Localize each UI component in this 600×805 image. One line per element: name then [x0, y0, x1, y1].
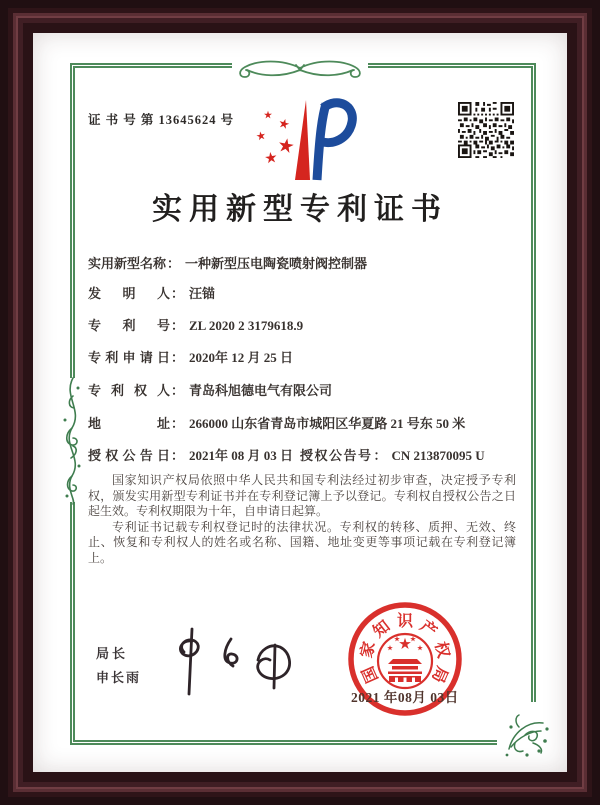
- seal-char: 权: [431, 640, 452, 660]
- field-inventor: [88, 283, 215, 302]
- director-name: 申长雨: [96, 670, 142, 685]
- field-label: 专 利 号: [88, 318, 170, 333]
- seal-char: 产: [416, 617, 440, 642]
- field-value: 2020年 12 月 25 日: [189, 350, 294, 365]
- certificate-number: 证 书 号 第 13645624 号: [88, 113, 235, 127]
- qr-code: [458, 102, 514, 158]
- field-patentee: [88, 380, 332, 399]
- floral-corner-ornament-icon: [499, 707, 553, 761]
- field-colon: ：: [167, 256, 181, 271]
- seal-char: 局: [428, 663, 451, 686]
- seal-char: 家: [358, 640, 379, 660]
- certificate-title: 实用新型专利证书: [152, 193, 448, 226]
- field-value: ZL 2020 2 3179618.9: [189, 318, 304, 333]
- legal-paragraph-1: 国家知识产权局依照中华人民共和国专利法经过初步审查，决定授予专利权，颁发实用新型专利证书并在专利登记簿上予以登记。专利权自授权公告之日起生效。专利权期限为十年，自申请日起算。: [88, 473, 516, 519]
- field-label: 地 址: [88, 416, 170, 431]
- field-colon: ：: [171, 286, 185, 301]
- seal-char: 国: [359, 663, 382, 686]
- field-utility-model-name: [88, 253, 367, 272]
- national-emblem-icon: [378, 634, 432, 688]
- field-colon: ：: [373, 448, 387, 463]
- field-colon: ：: [171, 383, 185, 398]
- field-colon: ：: [171, 448, 185, 463]
- legal-text: [88, 473, 516, 567]
- field-value: 266000 山东省青岛市城阳区华夏路 21 号东 50 米: [189, 416, 466, 431]
- field-label: 发 明 人: [88, 286, 170, 301]
- field-label: 授权公告日: [88, 448, 170, 463]
- field-label: 专 利 权 人: [88, 383, 170, 398]
- field-label: 实用新型名称: [88, 256, 167, 271]
- field-grant-date: [88, 445, 293, 464]
- cnipa-logo-icon: [248, 94, 360, 186]
- field-colon: ：: [171, 318, 185, 333]
- field-label: 授权公告号: [300, 448, 373, 463]
- seal-date: 2021 年08月 03日: [351, 690, 459, 705]
- field-label: 专利申请日: [88, 350, 170, 365]
- field-grant-number: [300, 445, 485, 464]
- field-value: 汪锚: [189, 286, 216, 301]
- field-colon: ：: [171, 350, 185, 365]
- flourish-ornament-icon: [230, 56, 370, 82]
- field-value: CN 213870095 U: [391, 448, 485, 463]
- vine-ornament-icon: [59, 374, 85, 506]
- seal-char: 识: [396, 613, 414, 630]
- legal-paragraph-2: 专利证书记载专利权登记时的法律状况。专利权的转移、质押、无效、终止、恢复和专利权人的姓名或名称、国籍、地址变更等事项记载在专利登记簿上。: [88, 519, 516, 565]
- field-value: 一种新型压电陶瓷喷射阀控制器: [185, 256, 368, 271]
- director-signature: [146, 622, 311, 700]
- field-value: 2021年 08 月 03 日: [189, 448, 294, 463]
- field-colon: ：: [171, 416, 185, 431]
- field-filing-date: [88, 347, 293, 366]
- field-value: 青岛科旭德电气有限公司: [189, 383, 333, 398]
- field-address: [88, 413, 465, 432]
- director-title: 局长: [96, 646, 129, 661]
- seal-char: 知: [370, 617, 394, 642]
- field-patent-number: [88, 315, 303, 334]
